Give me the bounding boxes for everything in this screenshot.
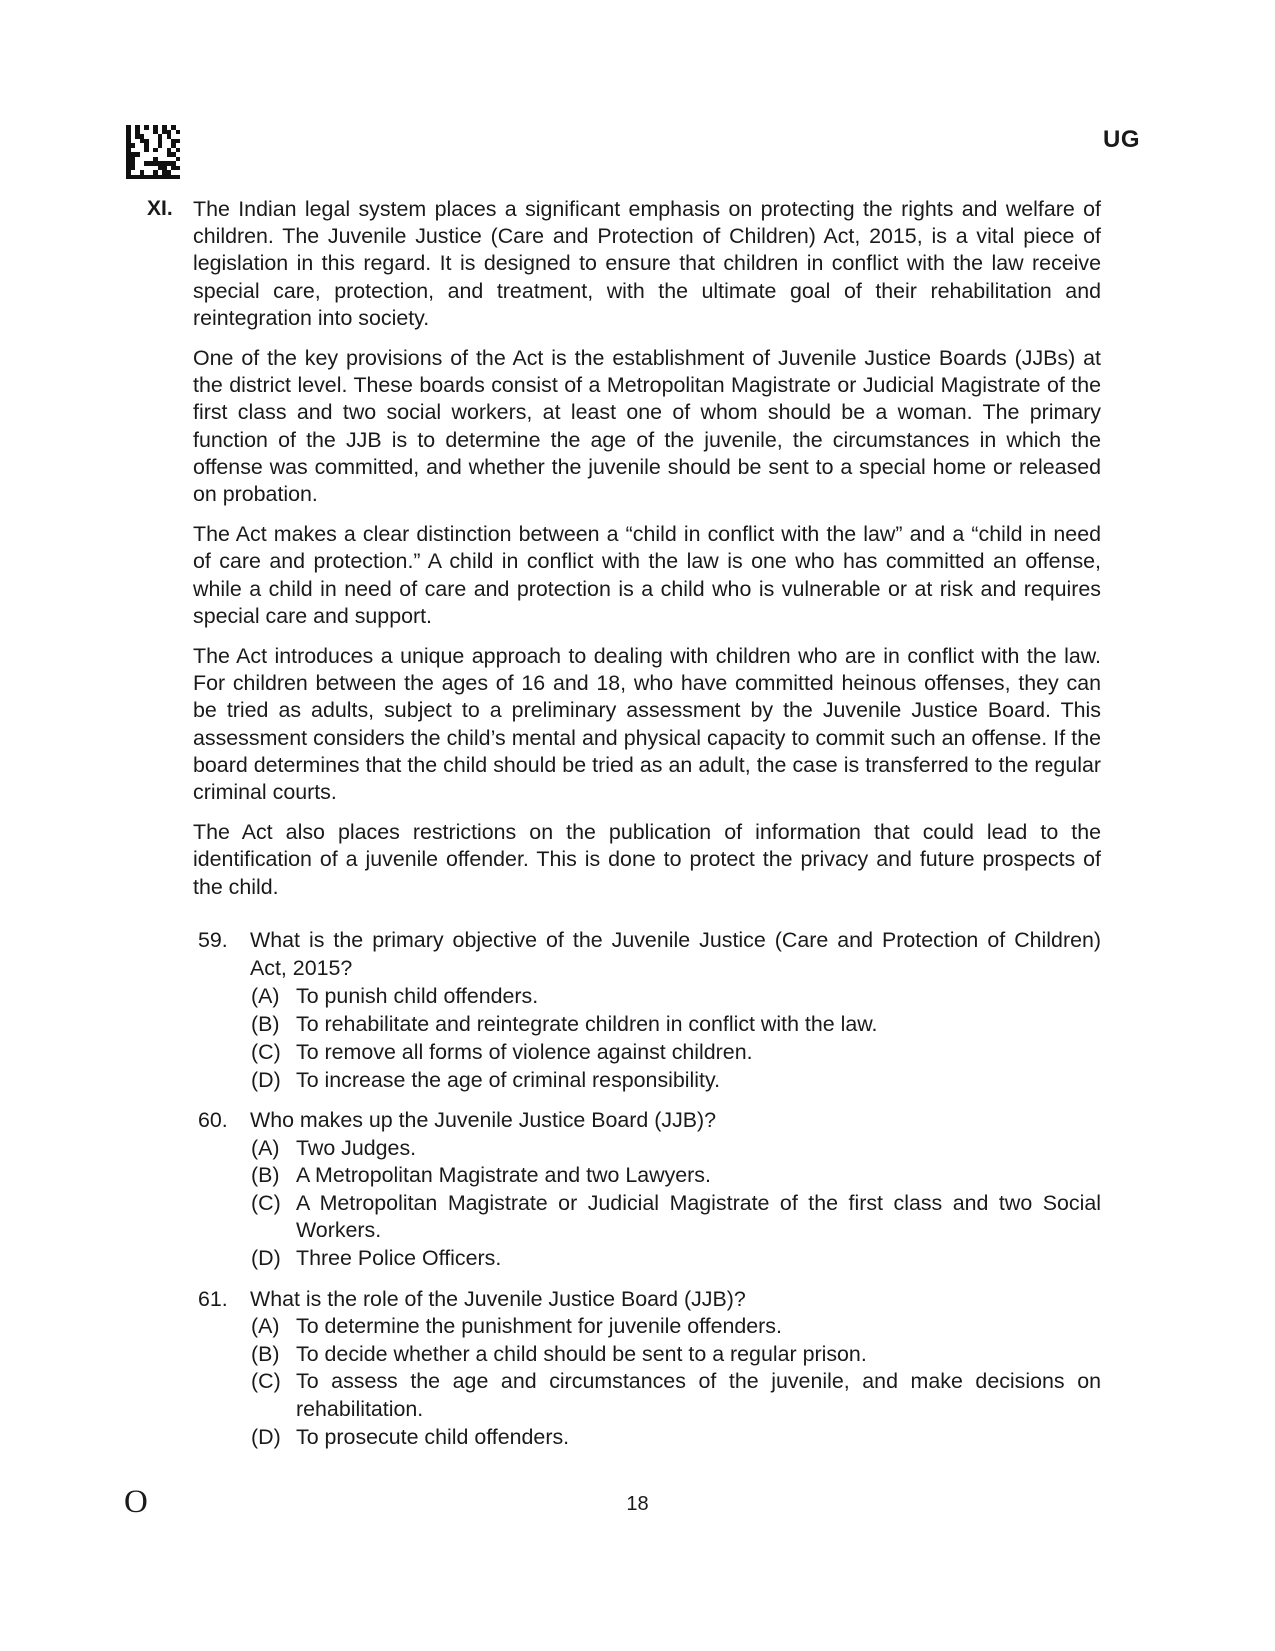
option-text: To remove all forms of violence against children. (296, 1040, 753, 1064)
paper-set-code: O (124, 1484, 148, 1520)
option-label: (B) (251, 1012, 280, 1036)
option-text: To punish child offenders. (296, 984, 539, 1008)
option-c (251, 1368, 1101, 1423)
option-a (251, 1313, 1101, 1341)
option-d (251, 1424, 1101, 1452)
exam-code: UG (1103, 126, 1140, 153)
question-text: What is the role of the Juvenile Justice Board (JJB)? (250, 1286, 746, 1311)
option-text: To decide whether a child should be sent to a regular prison. (296, 1341, 867, 1366)
option-c (251, 1190, 1101, 1245)
question-61 (198, 1286, 1101, 1452)
option-label: (A) (251, 984, 280, 1008)
option-text: To rehabilitate and reintegrate children in conflict with the law. (296, 1012, 878, 1036)
option-label: (B) (251, 1163, 280, 1188)
question-59 (198, 926, 1101, 1094)
passage-paragraph: The Act also places restrictions on the publication of information that could lead to the identification of a juvenile offender. This is done to protect the privacy and future prospects of the child. (193, 820, 1101, 899)
option-label: (C) (251, 1369, 281, 1394)
option-b (251, 1162, 1101, 1190)
option-label: (D) (251, 1424, 281, 1449)
option-c (251, 1038, 1101, 1066)
option-text: A Metropolitan Magistrate and two Lawyers. (296, 1163, 711, 1188)
section-number: XI. (147, 197, 173, 220)
option-text: To determine the punishment for juvenile offenders. (296, 1314, 782, 1339)
option-text: Two Judges. (296, 1135, 417, 1160)
passage-paragraph: One of the key provisions of the Act is the establishment of Juvenile Justice Boards (JJBs) at the district level. These boards consist of a Metropolitan Magistrate or Judicial Magistrate of the first class and two social workers, at least one of whom should be a woman. The primary function of the JJB is to determine the age of the juvenile, the circumstances in which the offense was committed, and whether the juvenile should be sent to a special home or released on probation. (193, 346, 1101, 507)
option-b (251, 1010, 1101, 1038)
option-text: To assess the age and circumstances of the juvenile, and make decisions on rehabilitation. (296, 1369, 1101, 1421)
question-number: 61. (198, 1286, 228, 1311)
option-a (251, 1135, 1101, 1163)
option-text: Three Police Officers. (296, 1245, 502, 1270)
option-label: (D) (251, 1245, 281, 1270)
option-b (251, 1341, 1101, 1369)
option-label: (B) (251, 1341, 280, 1366)
option-label: (C) (251, 1190, 281, 1215)
option-label: (D) (251, 1068, 281, 1092)
passage-paragraph: The Act introduces a unique approach to dealing with children who are in conflict with the law. For children between the ages of 16 and 18, who have committed heinous offenses, they can be tried as adults, subject to a preliminary assessment by the Juvenile Justice Board. This assessment considers the child’s mental and physical capacity to commit such an offense. If the board determines that the child should be tried as an adult, the case is transferred to the regular criminal courts. (193, 644, 1101, 805)
passage-paragraph: The Act makes a clear distinction between a “child in conflict with the law” and a “child in need of care and protection.” A child in conflict with the law is one who has committed an offense, while a child in need of care and protection is a child who is vulnerable or at risk and requires special care and support. (193, 522, 1101, 628)
question-number: 59. (198, 928, 228, 952)
option-d (251, 1066, 1101, 1094)
comprehension-passage (193, 196, 1101, 914)
passage-paragraph: The Indian legal system places a significant emphasis on protecting the rights and welfare of children. The Juvenile Justice (Care and Protection of Children) Act, 2015, is a vital piece of legislation in this regard. It is designed to ensure that children in conflict with the law receive special care, protection, and treatment, with the ultimate goal of their rehabilitation and reintegration into society. (193, 197, 1101, 330)
option-label: (A) (251, 1135, 280, 1160)
option-d (251, 1245, 1101, 1273)
option-label: (A) (251, 1314, 280, 1339)
page-number: 18 (626, 1493, 649, 1515)
question-text: Who makes up the Juvenile Justice Board (JJB)? (250, 1108, 717, 1132)
option-text: To increase the age of criminal responsibility. (296, 1068, 721, 1092)
question-text: What is the primary objective of the Juvenile Justice (Care and Protection of Children) Act, 2015? (250, 928, 1101, 980)
option-text: To prosecute child offenders. (296, 1424, 570, 1449)
question-60 (198, 1107, 1101, 1273)
datamatrix-code-icon (126, 125, 180, 179)
option-text: A Metropolitan Magistrate or Judicial Magistrate of the first class and two Social Workers. (296, 1190, 1101, 1243)
option-label: (C) (251, 1040, 281, 1064)
option-a (251, 982, 1101, 1010)
question-number: 60. (198, 1108, 228, 1132)
question-list (198, 926, 1101, 1464)
